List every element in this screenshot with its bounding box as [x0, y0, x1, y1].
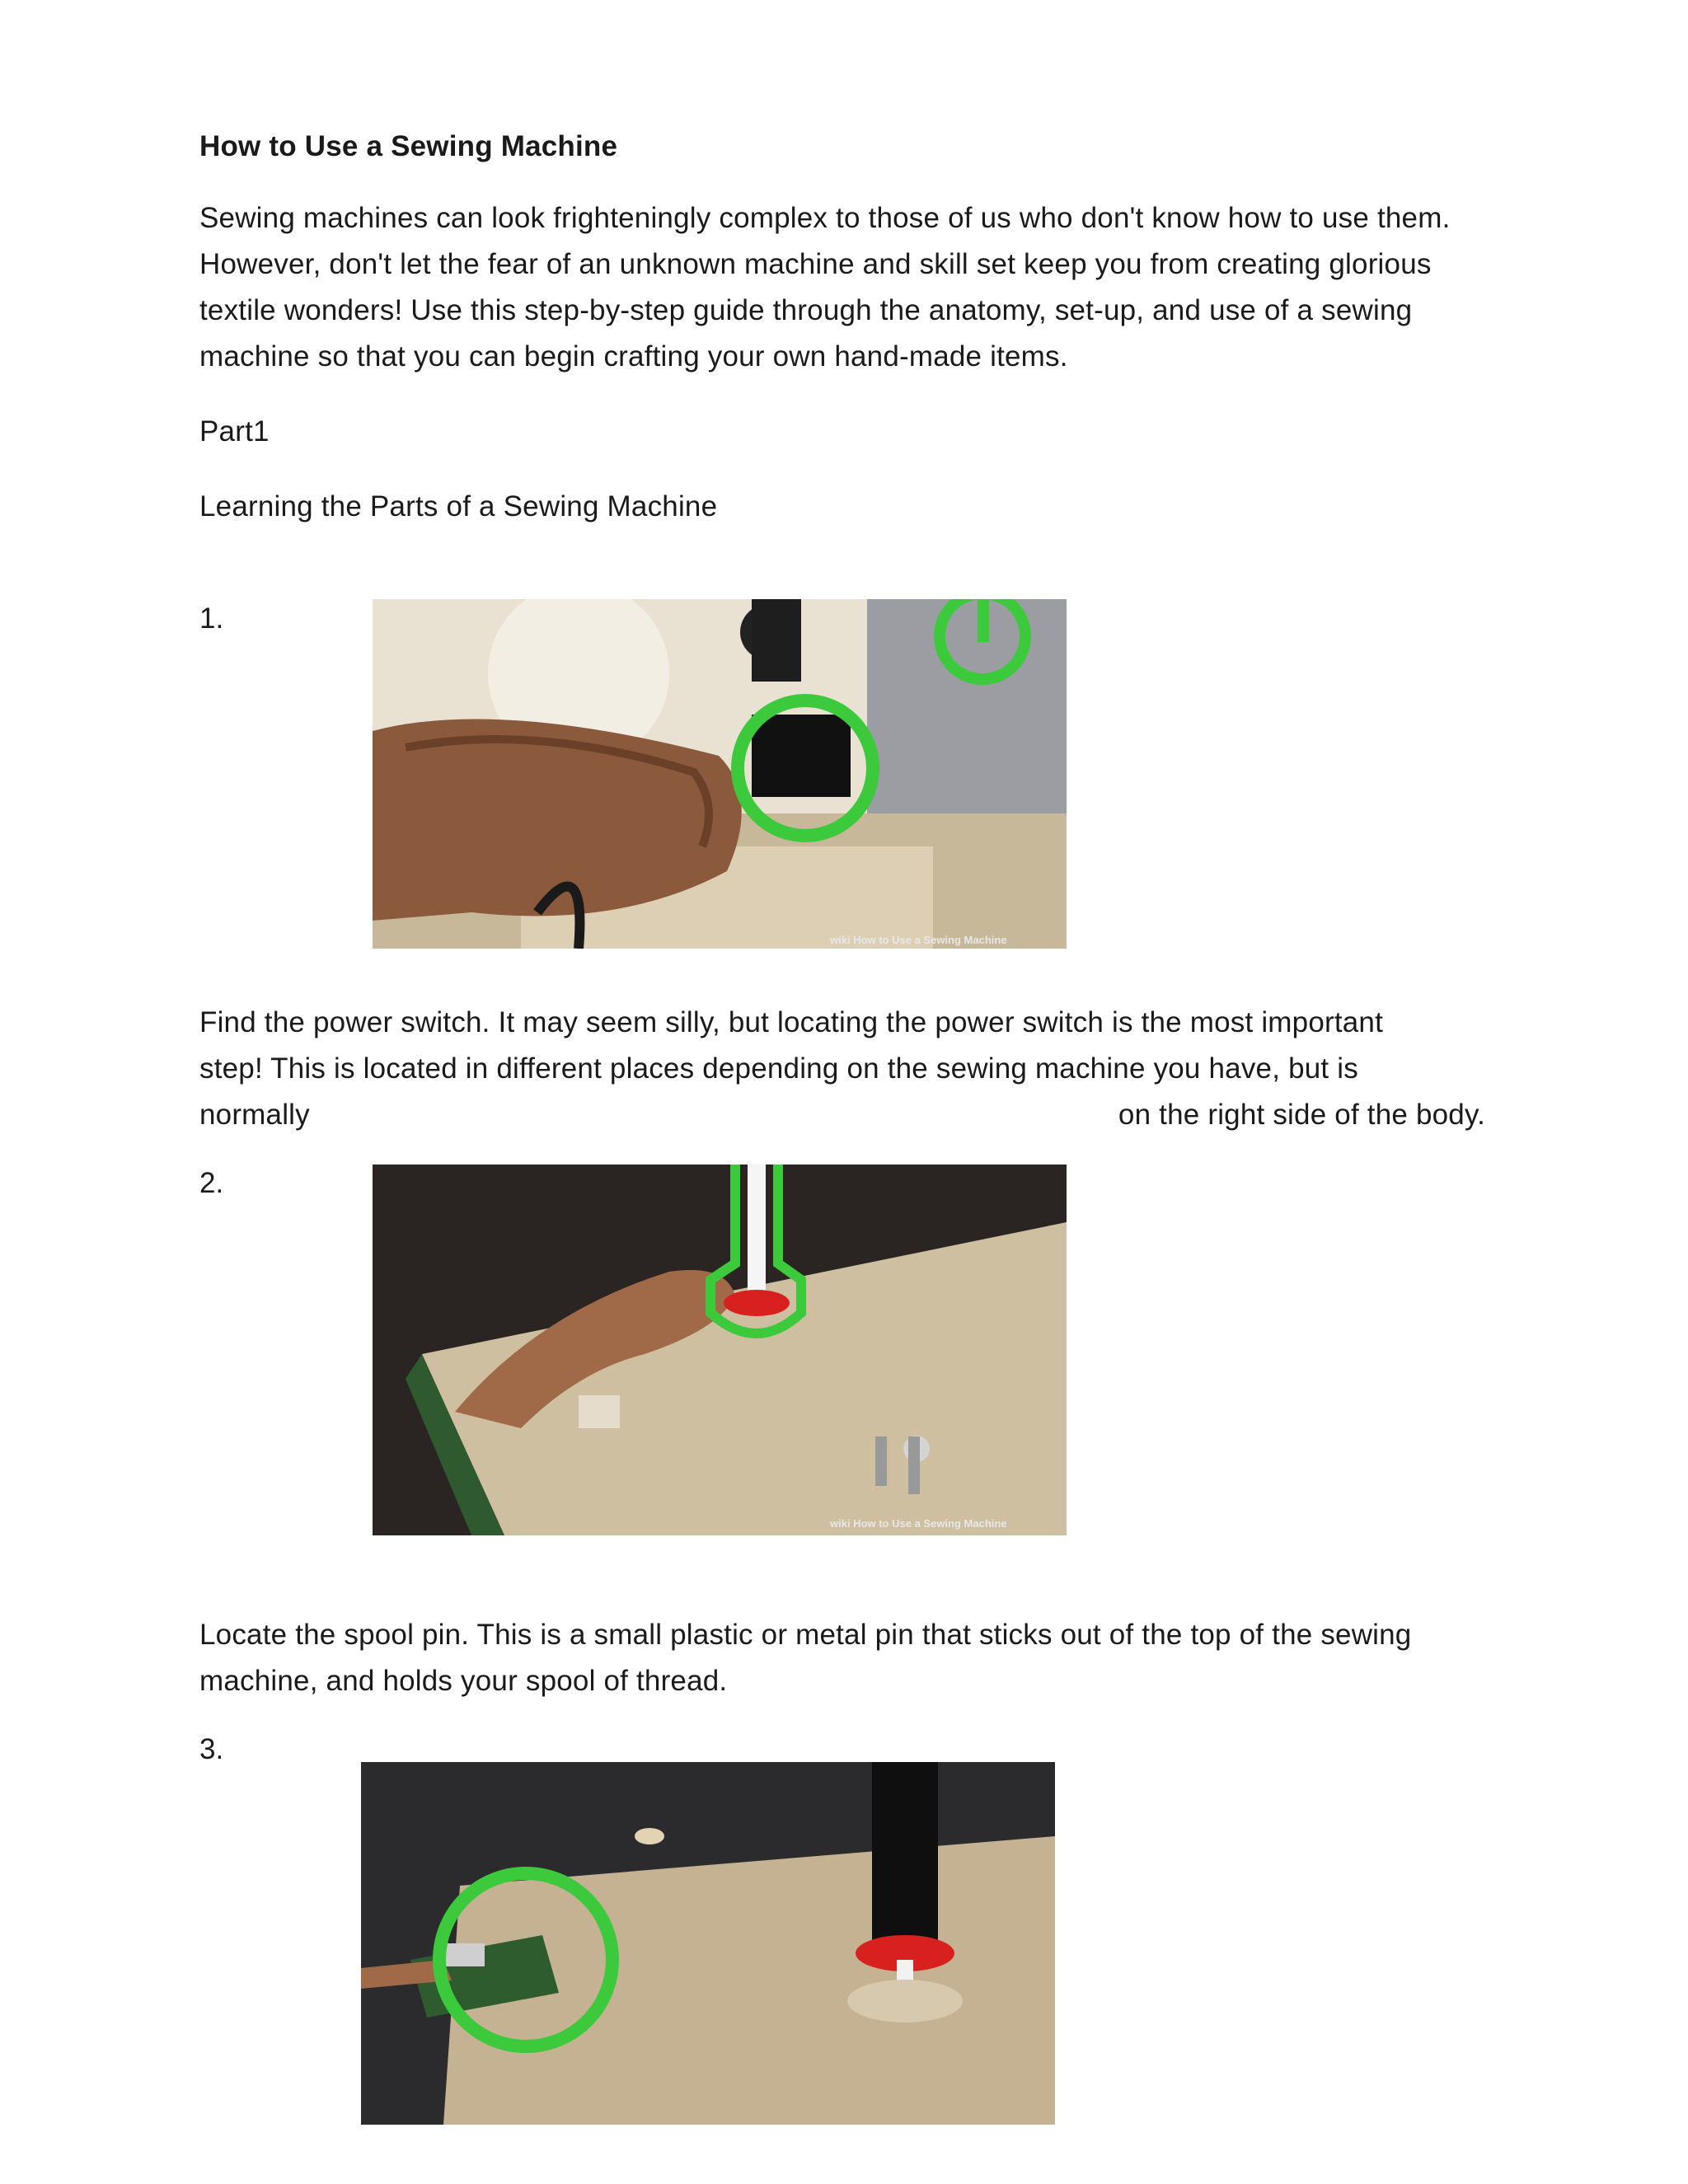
intro-paragraph: Sewing machines can look frighteningly complex to those of us who don't know how to use them. However, don't let the fear of an unknown machine and skill set keep you from creating glorious textile wonders! Use this step-by-step guide through the anatomy, set-up, and use of a sewing machine so that you can begin crafting your own hand-made items.: [199, 202, 1451, 373]
step-2-image: [373, 1165, 1067, 1535]
step-1-line-3-right: on the right side of the body.: [1118, 1099, 1485, 1131]
step-2-description: Locate the spool pin. This is a small plastic or metal pin that sticks out of the top of the sewing machine, and holds your spool of thread.: [199, 1619, 1412, 1697]
part-label: Part1: [199, 415, 270, 448]
step-1-image: [373, 599, 1067, 949]
step-3-image: [361, 1762, 1055, 2125]
step-1-line-3-left: normally: [199, 1099, 310, 1131]
watermark-text: wiki How to Use a Sewing Machine: [830, 934, 1007, 946]
step-number: 3.: [199, 1733, 224, 1765]
step-1-description: [199, 1000, 1502, 1138]
step-1-line-3: [199, 1092, 1485, 1138]
watermark-text: wiki How to Use a Sewing Machine: [830, 1517, 1007, 1530]
part-title: Learning the Parts of a Sewing Machine: [199, 490, 718, 523]
step-1-line-1: Find the power switch. It may seem silly, but locating the power switch is the most important: [199, 1006, 1384, 1038]
step-1-line-2: step! This is located in different places depending on the sewing machine you have, but is: [199, 1052, 1358, 1085]
step-number: 2.: [199, 1167, 224, 1199]
step-number: 1.: [199, 602, 224, 635]
document-title: How to Use a Sewing Machine: [199, 130, 618, 162]
